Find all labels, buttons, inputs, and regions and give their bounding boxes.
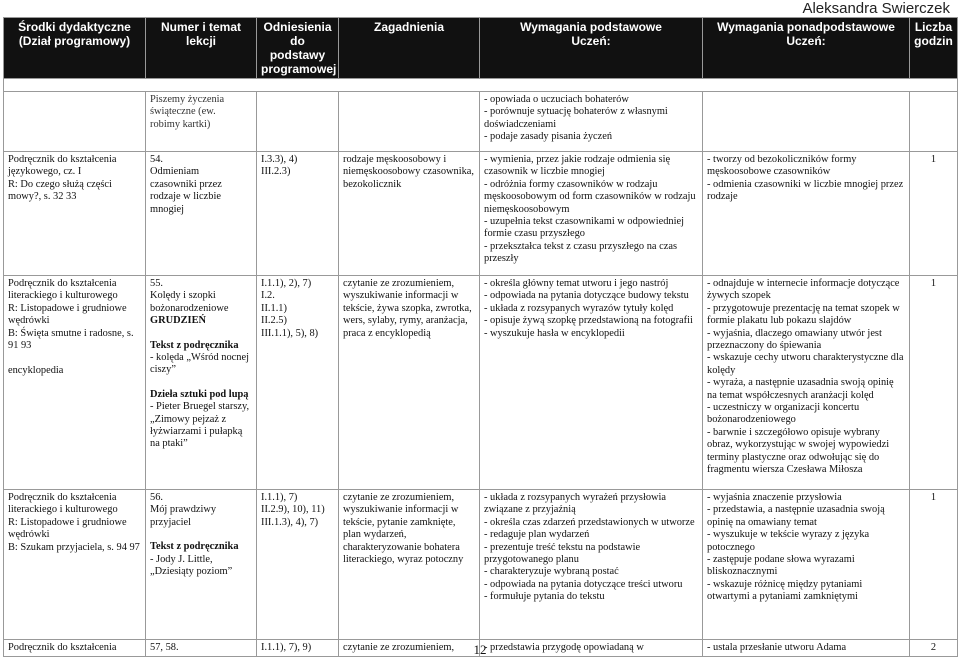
cell-ref: I.1.1), 7) II.2.9), 10), 11) III.1.3), 4), 7) (257, 490, 339, 640)
cell-hours: 1 (910, 276, 958, 490)
cell-hours: 2 (910, 640, 958, 657)
lesson-intro: 56. Mój prawdziwy przyjaciel (150, 492, 217, 528)
cell-extended: - ustala przesłanie utworu Adama (703, 640, 910, 657)
cell-extended: - odnajduje w internecie informacje dotyczące żywych szopek - przygotowuje prezentację na temat szopek w formie plakatu lub pokazu slajdów - wyjaśnia, dlaczego omawiany utwór jest przeznaczony do śpiewania - wskazuje cechy utworu charakterystyczne dla kolędy - wyraża, a następnie uzasadnia swoją opinię na temat współczesnych aranżacji kolęd - uczestniczy w organizacji koncertu bożonarodzeniowego - barwnie i szczegółowo opisuje wybrany obraz, wykorzystując w swojej wypowiedzi terminy plastyczne oraz odwołując się do fragmentu wiersza Czesława Miłosza (703, 276, 910, 490)
cell-lesson (146, 276, 257, 490)
table-row (4, 276, 958, 490)
header-row (4, 18, 958, 79)
lesson-textbook-text: - Jody J. Little, „Dziesiąty poziom” (150, 553, 233, 578)
cell-lesson: Piszemy życzenia świąteczne (ew. robimy kartki) (146, 92, 257, 152)
table-row (4, 490, 958, 640)
cell-ref: I.1.1), 2), 7) I.2. II.1.1) II.2.5) III.1.1), 5), 8) (257, 276, 339, 490)
header-gap (4, 79, 958, 92)
cell-basic: - opowiada o uczuciach bohaterów - porównuje sytuację bohaterów z własnymi doświadczeniami - podaje zasady pisania życzeń (480, 92, 703, 152)
cell-hours: 1 (910, 152, 958, 276)
cell-basic: - przedstawia przygodę opowiadaną w (480, 640, 703, 657)
lesson-art-text: - Pieter Bruegel starszy, „Zimowy pejzaż z łyżwiarzami i pułapką na ptaki” (150, 401, 250, 450)
cell-hours (910, 92, 958, 152)
spacer (150, 328, 252, 340)
spacer (150, 377, 252, 389)
cell-ref (257, 92, 339, 152)
cell-extended: - tworzy od bezokoliczników formy męskoosobowe czasowników - odmienia czasowniki w liczbie mnogiej przez rodzaje (703, 152, 910, 276)
header-topics: Zagadnienia (339, 18, 480, 79)
gap-cell (4, 79, 958, 92)
cell-hours: 1 (910, 490, 958, 640)
cell-extended (703, 92, 910, 152)
cell-lesson: 54. Odmieniam czasowniki przez rodzaje w liczbie mnogiej (146, 152, 257, 276)
table-row (4, 92, 958, 152)
cell-ref: I.1.1), 7), 9) (257, 640, 339, 657)
cell-basic: - wymienia, przez jakie rodzaje odmienia się czasownik w liczbie mnogiej - odróżnia formy czasowników w rodzaju męskoosobowym od form czasowników w rodzaju niemęskoosobowym - uzupełnia tekst czasownikami w odpowiedniej formie czasu przyszłego - przekształca tekst z czasu przyszłego na czas przeszły (480, 152, 703, 276)
cell-topics (339, 92, 480, 152)
lesson-month-title: GRUDZIEŃ (150, 315, 207, 327)
header-curriculum-ref: Odniesienia do podstawy programowej (257, 18, 339, 79)
cell-basic: - układa z rozsypanych wyrażeń przysłowia związane z przyjaźnią - określa czas zdarzeń przedstawionych w utworze - redaguje plan wydarzeń - prezentuje treść tekstu na podstawie przygotowanego planu - charakteryzuje wybraną postać - odpowiada na pytania dotyczące treści utworu - formułuje pytania do tekstu (480, 490, 703, 640)
page-number: 12 (473, 642, 487, 657)
author-name: Aleksandra Swierczek (802, 0, 950, 17)
table-row (4, 152, 958, 276)
header-extended-requirements: Wymagania ponadpodstawowe Uczeń: (703, 18, 910, 79)
cell-basic: - określa główny temat utworu i jego nastrój - odpowiada na pytania dotyczące budowy tekstu - układa z rozsypanych wyrazów tytuły kolęd - opisuje żywą szopkę przedstawioną na fotografii - wyszukuje hasła w encyklopedii (480, 276, 703, 490)
cell-topics: czytanie ze zrozumieniem, wyszukiwanie informacji w tekście, pytanie zamknięte, plan wydarzeń, charakteryzowanie bohatera literackiego, wyraz potoczny (339, 490, 480, 640)
cell-source: Podręcznik do kształcenia literackiego i kulturowego R: Listopadowe i grudniowe wędrówki B: Święta smutne i radosne, s. 91 93 encyklopedia (4, 276, 146, 490)
lesson-art-label: Dzieła sztuki pod lupą (150, 388, 249, 400)
cell-topics: rodzaje męskoosobowy i niemęskoosobowy czasownika, bezokolicznik (339, 152, 480, 276)
header-basic-requirements: Wymagania podstawowe Uczeń: (480, 18, 703, 79)
curriculum-table (3, 17, 958, 657)
cell-extended: - wyjaśnia znaczenie przysłowia - przedstawia, a następnie uzasadnia swoją opinię na omawiany temat - wyszukuje w tekście wyrazy z języka potocznego - zastępuje podane słowa wyrazami bliskoznacznymi - wskazuje różnicę między pytaniami otwartymi a pytaniami zamkniętymi (703, 490, 910, 640)
lesson-intro: 55. Kolędy i szopki bożonarodzeniowe (150, 278, 229, 314)
spacer (150, 529, 252, 541)
cell-topics: czytanie ze zrozumieniem, (339, 640, 480, 657)
lesson-textbook-text: - kolęda „Wśród nocnej ciszy” (150, 352, 249, 376)
header-lesson: Numer i temat lekcji (146, 18, 257, 79)
cell-topics: czytanie ze zrozumieniem, wyszukiwanie informacji w tekście, żywa szopka, zwrotka, wers, sylaby, rymy, aranżacja, praca z encyklopedią (339, 276, 480, 490)
header-teaching-aids: Środki dydaktyczne (Dział programowy) (4, 18, 146, 79)
cell-lesson: 57, 58. (146, 640, 257, 657)
lesson-textbook-label: Tekst z podręcznika (150, 541, 239, 553)
cell-lesson (146, 490, 257, 640)
cell-source: Podręcznik do kształcenia (4, 640, 146, 657)
cell-source: Podręcznik do kształcenia literackiego i kulturowego R: Listopadowe i grudniowe wędrówki B: Szukam przyjaciela, s. 94 97 (4, 490, 146, 640)
lesson-textbook-label: Tekst z podręcznika (150, 339, 239, 351)
header-hours: Liczba godzin (910, 18, 958, 79)
cell-source: Podręcznik do kształcenia językowego, cz. I R: Do czego służą części mowy?, s. 32 33 (4, 152, 146, 276)
cell-source (4, 92, 146, 152)
cell-ref: I.3.3), 4) III.2.3) (257, 152, 339, 276)
